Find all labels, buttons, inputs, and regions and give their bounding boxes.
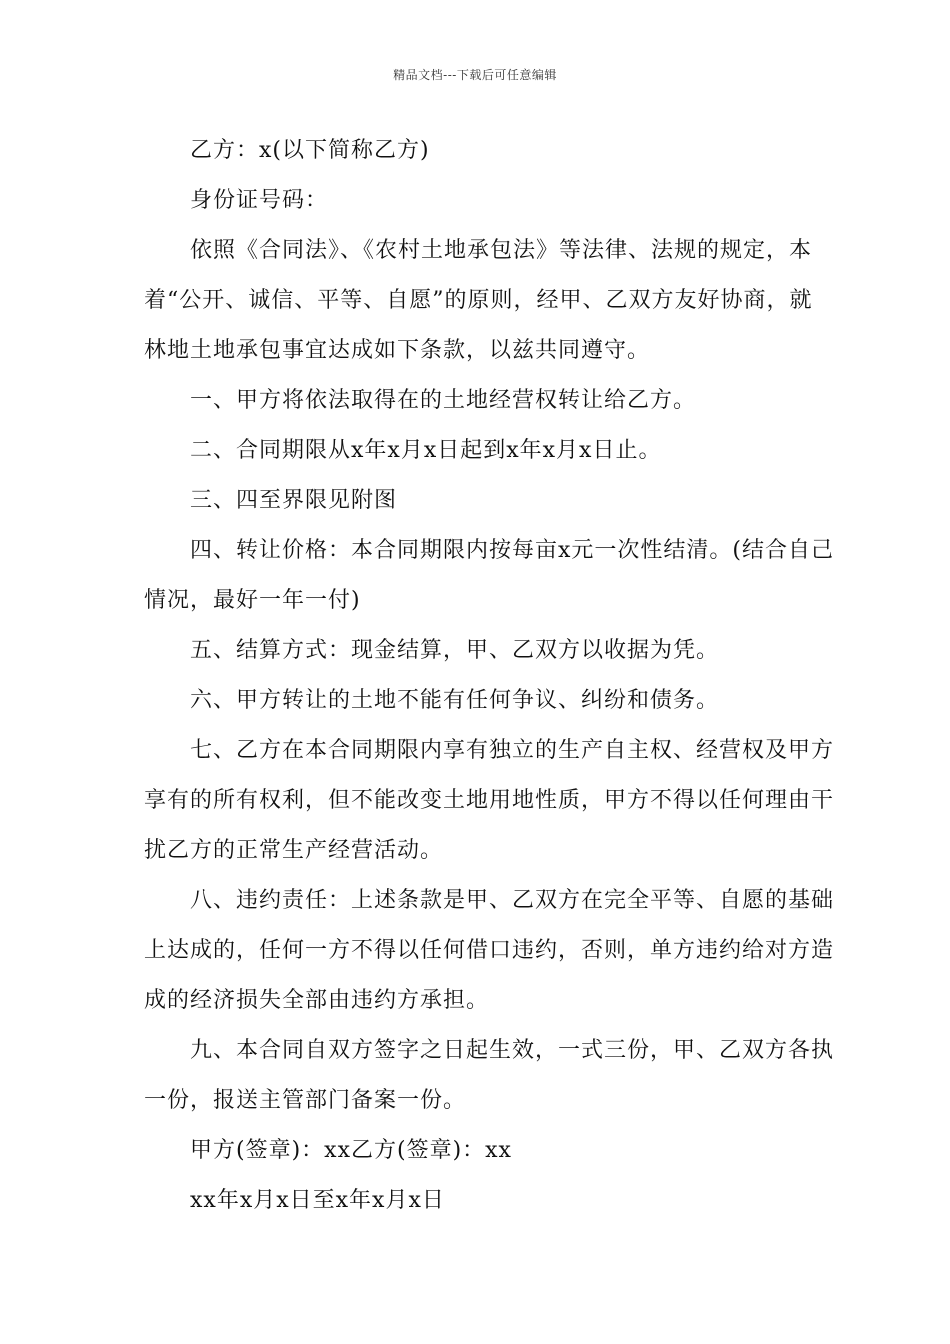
clause-3: 三、四至界限见附图 [190,488,398,513]
preamble-paragraph: 依照《合同法》、《农村土地承包法》等法律、法规的规定，本着“公开、诚信、平等、自愿”的原则，经甲、乙双方友好协商，就林地土地承包事宜达成如下条款，以兹共同遵守。 [144,238,813,363]
clause-5: 五、结算方式：现金结算，甲、乙双方以收据为凭。 [190,638,720,663]
signature-line: 甲方(签章)：xx乙方(签章)：xx [190,1138,512,1163]
clause-7: 七、乙方在本合同期限内享有独立的生产自主权、经营权及甲方享有的所有权利，但不能改变土地用地性质，甲方不得以任何理由干扰乙方的正常生产经营活动。 [144,738,835,863]
clause-6: 六、甲方转让的土地不能有任何争议、纠纷和债务。 [190,688,720,713]
date-line: xx年x月x日至x年x月x日 [190,1188,445,1213]
contract-body [144,126,834,1226]
clause-8: 八、违约责任：上述条款是甲、乙双方在完全平等、自愿的基础上达成的，任何一方不得以任何借口违约，否则，单方违约给对方造成的经济损失全部由违约方承担。 [144,888,835,1013]
id-number-line: 身份证号码： [190,188,329,213]
party-b-line: 乙方：x(以下简称乙方) [190,138,430,163]
page-header: 精品文档---下载后可任意编辑 [393,68,557,82]
clause-1: 一、甲方将依法取得在的土地经营权转让给乙方。 [190,388,697,413]
clause-9: 九、本合同自双方签字之日起生效，一式三份，甲、乙双方各执一份，报送主管部门备案一份。 [144,1038,835,1113]
clause-2: 二、合同期限从x年x月x日起到x年x月x日止。 [190,438,662,463]
clause-4: 四、转让价格：本合同期限内按每亩x元一次性结清。(结合自己情况，最好一年一付) [144,538,834,613]
